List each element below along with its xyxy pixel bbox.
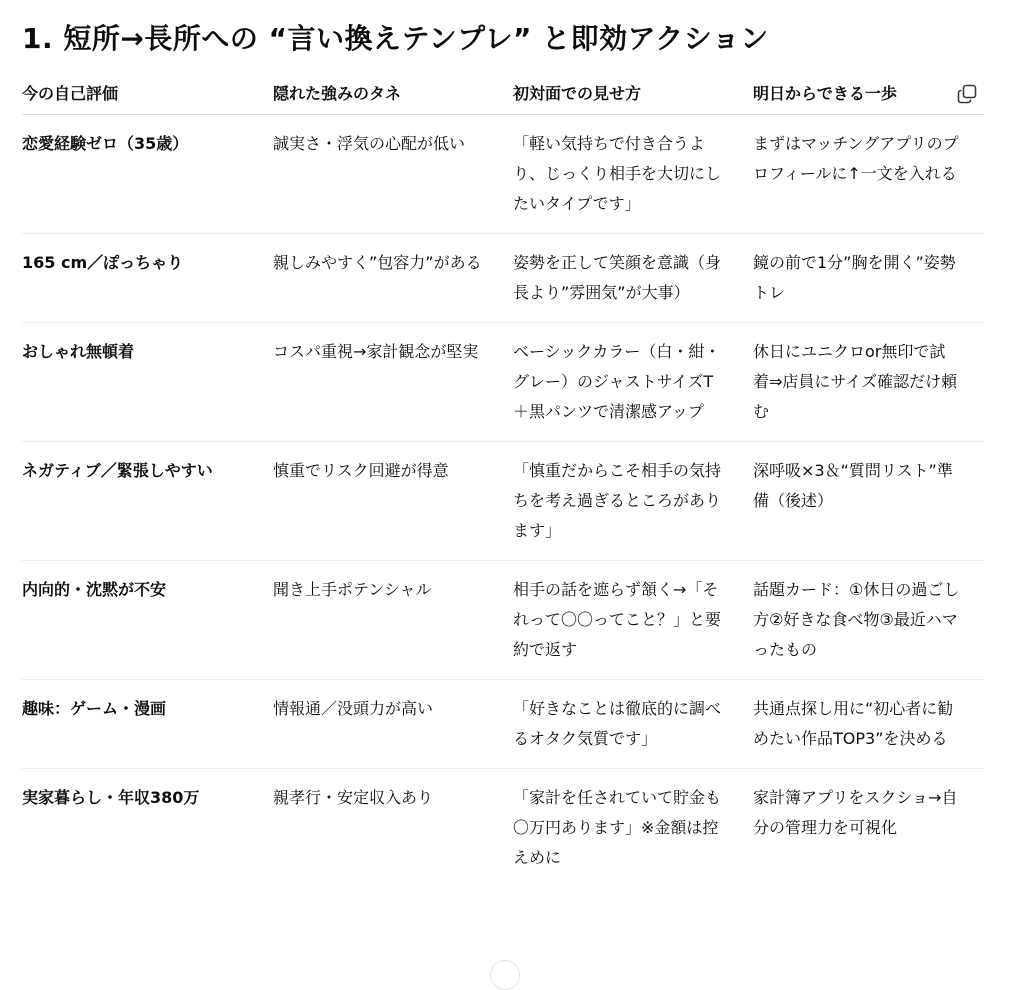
table-cell: 姿勢を正して笑顔を意識（身長より”雰囲気”が大事） xyxy=(513,234,753,323)
reframe-table xyxy=(22,74,984,887)
scroll-down-button[interactable] xyxy=(490,960,520,990)
table-cell: 休日にユニクロor無印で試着⇒店員にサイズ確認だけ頼む xyxy=(753,323,984,442)
table-cell: 内向的・沈黙が不安 xyxy=(22,561,273,680)
column-header: 隠れた強みのタネ xyxy=(273,74,513,115)
table-cell: 親しみやすく”包容力”がある xyxy=(273,234,513,323)
table-cell: おしゃれ無頓着 xyxy=(22,323,273,442)
table-cell: 情報通／没頭力が高い xyxy=(273,680,513,769)
table-cell: 誠実さ・浮気の心配が低い xyxy=(273,115,513,234)
table-body xyxy=(22,115,984,888)
column-header: 明日からできる一歩 xyxy=(753,84,897,103)
table-cell: ベーシックカラー（白・紺・グレー）のジャストサイズT＋黒パンツで清潔感アップ xyxy=(513,323,753,442)
table-cell: 恋愛経験ゼロ（35歳） xyxy=(22,115,273,234)
table-row xyxy=(22,234,984,323)
section-title: 1. 短所→長所への “言い換えテンプレ” と即効アクション xyxy=(22,22,769,55)
table-cell: 共通点探し用に“初心者に勧めたい作品TOP3”を決める xyxy=(753,680,984,769)
table-cell: 相手の話を遮らず頷く→「それって〇〇ってこと？」と要約で返す xyxy=(513,561,753,680)
table-row xyxy=(22,442,984,561)
table-cell: 「家計を任されていて貯金も〇万円あります」※金額は控えめに xyxy=(513,788,722,867)
table-cell: 話題カード：①休日の過ごし方②好きな食べ物③最近ハマったもの xyxy=(753,561,984,680)
table-cell: 深呼吸×3＆“質問リスト”準備（後述） xyxy=(753,442,984,561)
table-cell: 「慎重だからこそ相手の気持ちを考え過ぎるところがあります」 xyxy=(513,442,753,561)
column-header: 初対面での見せ方 xyxy=(513,74,753,115)
table-cell: 「軽い気持ちで付き合うより、じっくり相手を大切にしたいタイプです」 xyxy=(513,115,753,234)
table-row xyxy=(22,115,984,234)
table-cell: ネガティブ／緊張しやすい xyxy=(22,442,273,561)
table-cell: 趣味：ゲーム・漫画 xyxy=(22,680,273,769)
table-cell: 165 cm／ぽっちゃり xyxy=(22,234,273,323)
table-cell: 慎重でリスク回避が得意 xyxy=(273,442,513,561)
table-row xyxy=(22,323,984,442)
content-area xyxy=(22,0,984,867)
table-cell: 実家暮らし・年収380万 xyxy=(22,788,200,807)
table-cell: まずはマッチングアプリのプロフィールに↑一文を入れる xyxy=(753,115,984,234)
column-header: 今の自己評価 xyxy=(22,74,273,115)
table-cell: コスパ重視→家計観念が堅実 xyxy=(273,323,513,442)
table-row xyxy=(22,680,984,769)
copy-table-button[interactable] xyxy=(956,83,978,105)
table-cell: 「好きなことは徹底的に調べるオタク気質です」 xyxy=(513,680,753,769)
copy-icon xyxy=(956,83,978,105)
column-header-last xyxy=(753,74,984,115)
table-row xyxy=(22,769,984,888)
table-header-row xyxy=(22,74,984,115)
table-cell: 家計簿アプリをスクショ→自分の管理力を可視化 xyxy=(753,788,958,837)
table-cell: 鏡の前で1分”胸を開く”姿勢トレ xyxy=(753,234,984,323)
table-cell: 聞き上手ポテンシャル xyxy=(273,561,513,680)
table-row xyxy=(22,561,984,680)
table-cell: 親孝行・安定収入あり xyxy=(273,788,434,807)
table-container xyxy=(22,74,984,887)
